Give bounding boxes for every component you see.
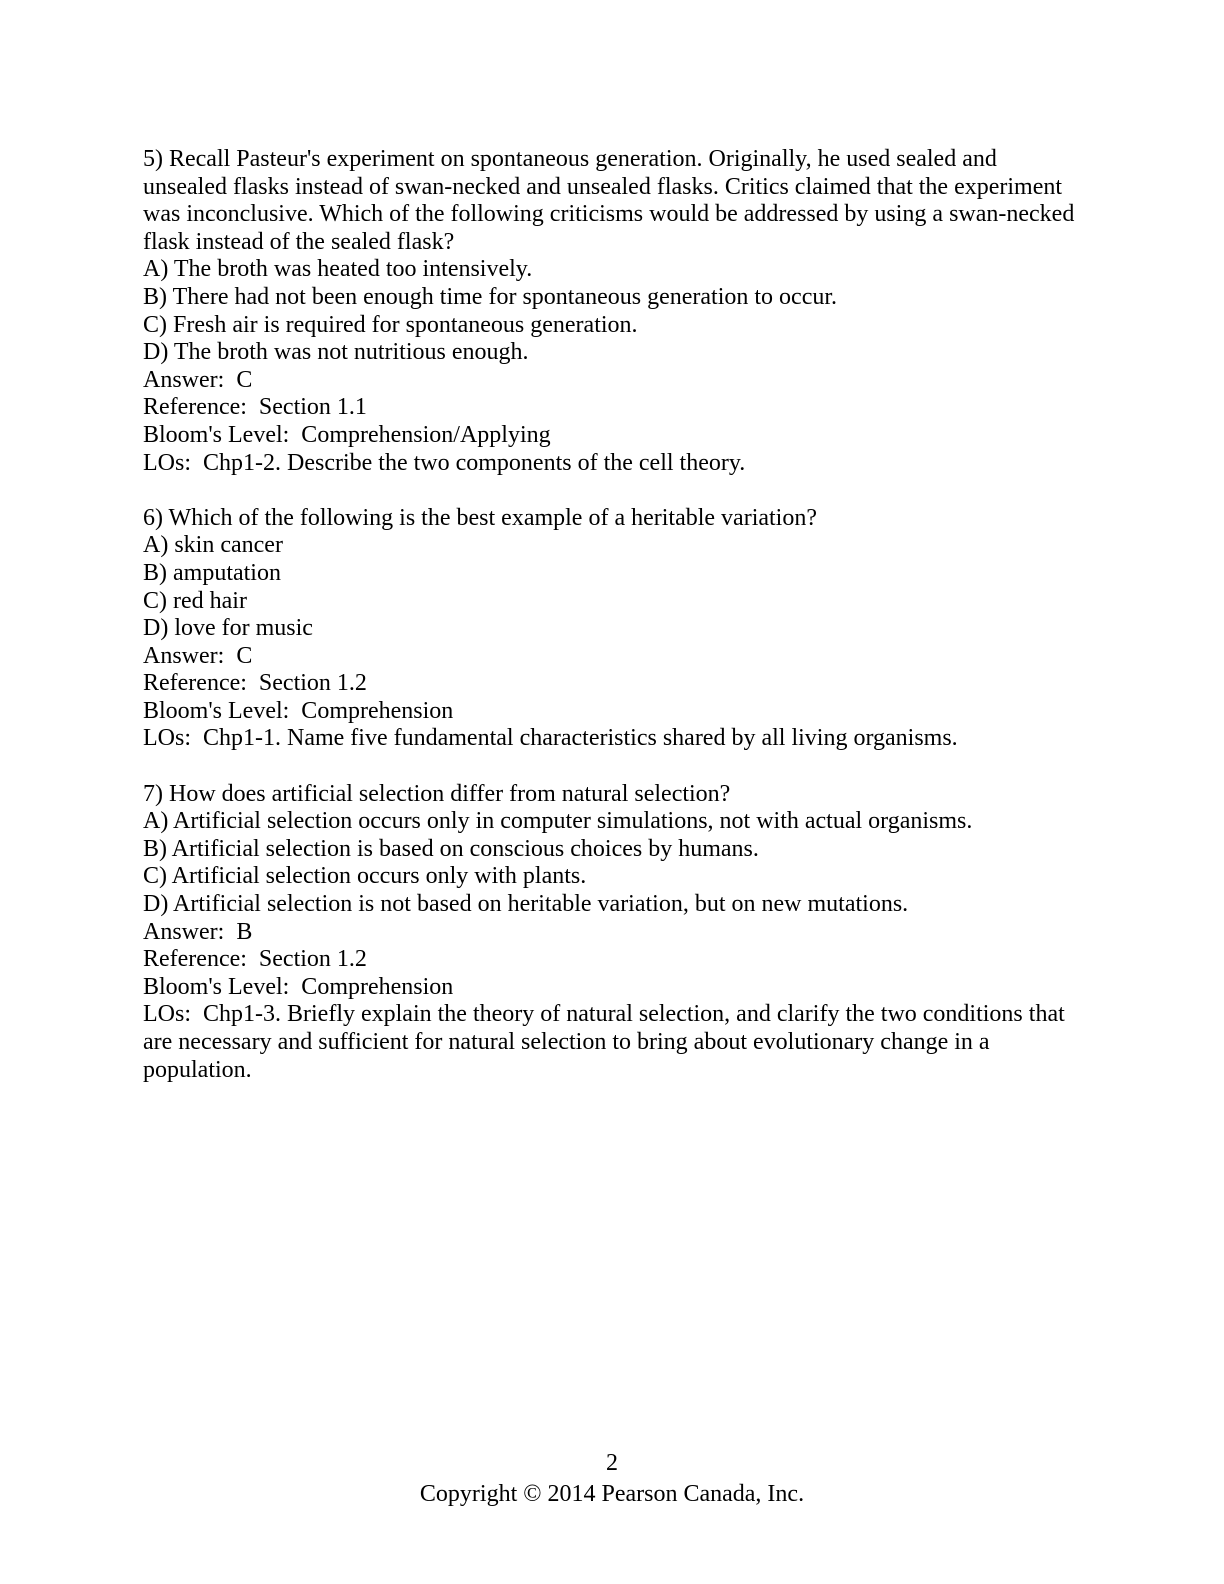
choice-b: B) There had not been enough time for spontaneous generation to occur. <box>143 283 838 310</box>
choice-b: B) Artificial selection is based on conscious choices by humans. <box>143 835 759 862</box>
question-list <box>143 146 1081 1112</box>
question-prompt: 5) Recall Pasteur's experiment on spontaneous generation. Originally, he used sealed and unsealed flasks instead of swan-necked and unsealed flasks. Critics claimed that the experiment was inconclusive. Which of the following criticisms would be addressed by using a swan-necked flask instead of the sealed flask? <box>143 146 1081 255</box>
blooms-level-line: Bloom's Level: Comprehension <box>143 973 454 1000</box>
blooms-level-line: Bloom's Level: Comprehension/Applying <box>143 421 551 448</box>
answer-line: Answer: C <box>143 642 253 669</box>
choice-d: D) Artificial selection is not based on heritable variation, but on new mutations. <box>143 891 909 918</box>
choice-a: A) The broth was heated too intensively. <box>143 256 533 283</box>
reference-line: Reference: Section 1.1 <box>143 394 367 421</box>
question-block-6 <box>143 505 1081 753</box>
choice-d: D) love for music <box>143 615 313 642</box>
blooms-level-line: Bloom's Level: Comprehension <box>143 697 454 724</box>
page-number: 2 <box>606 1450 618 1476</box>
question-prompt: 6) Which of the following is the best example of a heritable variation? <box>143 504 818 531</box>
choice-a: A) Artificial selection occurs only in computer simulations, not with actual organisms. <box>143 808 973 835</box>
question-block-7 <box>143 781 1081 1085</box>
reference-line: Reference: Section 1.2 <box>143 670 367 697</box>
question-prompt: 7) How does artificial selection differ from natural selection? <box>143 780 731 807</box>
answer-line: Answer: C <box>143 366 253 393</box>
question-block-5 <box>143 146 1081 477</box>
page-footer <box>0 1448 1224 1510</box>
choice-a: A) skin cancer <box>143 532 283 559</box>
choice-c: C) Artificial selection occurs only with plants. <box>143 863 587 890</box>
los-line: LOs: Chp1-2. Describe the two components of the cell theory. <box>143 449 746 476</box>
los-line: LOs: Chp1-3. Briefly explain the theory of natural selection, and clarify the two conditions that are necessary and sufficient for natural selection to bring about evolutionary change in a population. <box>143 1001 1071 1083</box>
answer-line: Answer: B <box>143 918 253 945</box>
choice-c: C) red hair <box>143 587 247 614</box>
los-line: LOs: Chp1-1. Name five fundamental characteristics shared by all living organisms. <box>143 725 958 752</box>
choice-d: D) The broth was not nutritious enough. <box>143 339 529 366</box>
choice-b: B) amputation <box>143 559 281 586</box>
reference-line: Reference: Section 1.2 <box>143 946 367 973</box>
choice-c: C) Fresh air is required for spontaneous generation. <box>143 311 638 338</box>
copyright-notice: Copyright © 2014 Pearson Canada, Inc. <box>419 1481 805 1507</box>
